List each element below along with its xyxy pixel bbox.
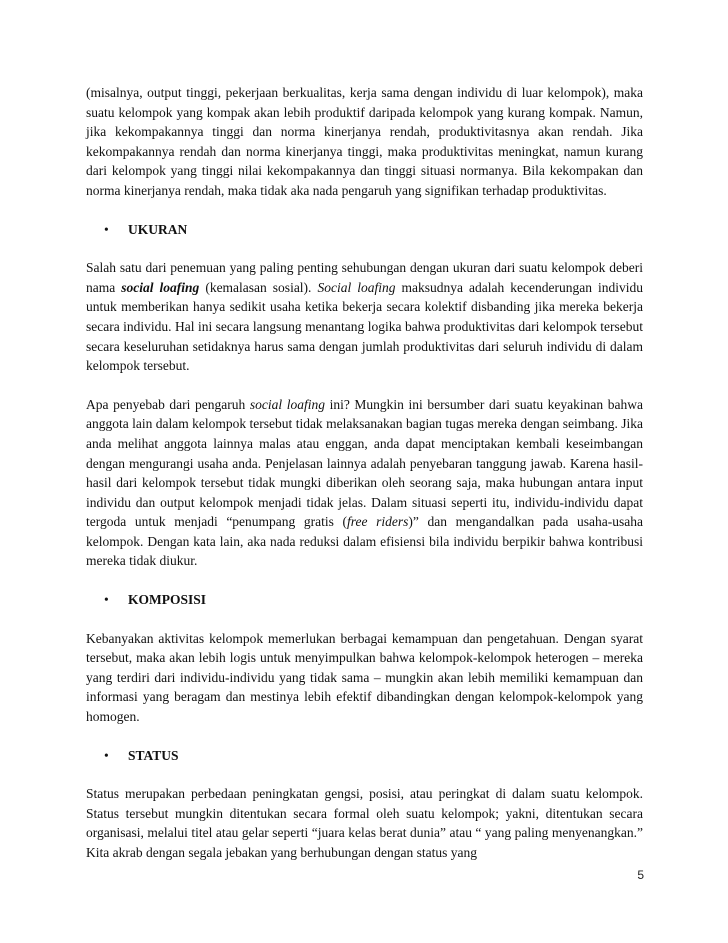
term-social-loafing: social loafing (121, 279, 200, 295)
heading-komposisi (86, 590, 643, 610)
text-span: (kemalasan sosial). (199, 279, 318, 295)
term-social-loafing: Social loafing (317, 279, 396, 295)
paragraph-komposisi: Kebanyakan aktivitas kelompok memerlukan berbagai kemampuan dan pengetahuan. Dengan syarat tersebut, maka akan lebih logis untuk menyimpulkan bahwa kelompok-kelompok heterogen – mereka yang terdiri dari individu-individu yang tidak sama – mungkin akan lebih memiliki kemampuan dan informasi yang beragam dan mestinya lebih efektif dibandingkan dengan kelompok-kelompok yang homogen. (86, 630, 643, 725)
text-span: Salah satu dari penemuan yang paling penting sehubungan dengan ukuran dari suatu kelompok deberi nama (86, 260, 643, 295)
paragraph-cohesiveness: (misalnya, output tinggi, pekerjaan berkualitas, kerja sama dengan individu di luar kelompok), maka suatu kelompok yang kompak akan lebih produktif daripada kelompok yang kurang kompak. Namun, jika kekompakannya tinggi dan norma kinerjanya rendah, produktivitasnya akan rendah. Jika kekompakannya rendah dan norma kinerjanya tinggi, maka produktivitas meningkat, namun kurang dari kelompok yang tinggi nilai kekompakannya dan tinggi situasi normanya. Bila kekompakan dan norma kinerjanya rendah, maka tidak aka nada pengaruh yang signifikan terhadap produktivitas. (86, 85, 643, 198)
text-span: Apa penyebab dari pengaruh (86, 396, 250, 412)
bullet-icon: • (104, 221, 109, 237)
heading-ukuran (86, 220, 643, 240)
paragraph-status: Status merupakan perbedaan peningkatan gengsi, posisi, atau peringkat di dalam suatu kelompok. Status tersebut mungkin ditentukan secara formal oleh suatu kelompok; yakni, ditentukan secara organisasi, melalui titel atau gelar seperti “juara kelas berat dunia” atau “ yang paling menyenangkan.” Kita akrab dengan segala jebakan yang berhubungan dengan status yang (86, 786, 643, 860)
paragraph-ukuran-1 (86, 258, 643, 376)
heading-status-label: STATUS (128, 747, 179, 763)
paragraph-ukuran-2 (86, 395, 643, 571)
text-span: ini? Mungkin ini bersumber dari suatu keyakinan bahwa anggota lain dalam kelompok tersebut tidak melaksanakan bagian tugas mereka dengan seimbang. Jika anda melihat anggota lainnya malas atau enggan, anda dapat menciptakan kembali keseimbangan dengan mengurangi usaha anda. Penjelasan lainnya adalah penyebaran tanggung jawab. Karena hasil-hasil dari kelompok tersebut tidak mungki diberikan oleh seorang saja, maka hubungan antara input individu dan output kelompok menjadi tidak jelas. Dalam situasi seperti itu, individu-individu dapat tergoda untuk menjadi “penumpang gratis ( (86, 396, 643, 530)
text-span: maksudnya adalah kecenderungan individu untuk memberikan hanya sedikit usaha ketika bekerja secara kolektif disbanding jika mereka bekerja secara individu. Hal ini secara langsung menantang logika bahwa produktivitas dari kelompok tersebut secara keseluruhan setidaknya harus sama dengan jumlah produktivitas dari seluruh individu di dalam kelompok tersebut. (86, 279, 643, 374)
page-number: 5 (637, 868, 644, 882)
term-free-riders: free riders (347, 514, 409, 530)
text-span: )” dan mengandalkan pada usaha-usaha kelompok. Dengan kata lain, aka nada reduksi dalam efisiensi bila individu berpikir bahwa kontribusi mereka tidak diukur. (86, 514, 643, 569)
term-social-loafing: social loafing (249, 396, 325, 412)
heading-ukuran-label: UKURAN (128, 221, 188, 237)
document-page (86, 83, 643, 863)
heading-komposisi-label: KOMPOSISI (128, 592, 207, 608)
heading-status (86, 746, 643, 766)
bullet-icon: • (104, 592, 109, 608)
bullet-icon: • (104, 747, 109, 763)
